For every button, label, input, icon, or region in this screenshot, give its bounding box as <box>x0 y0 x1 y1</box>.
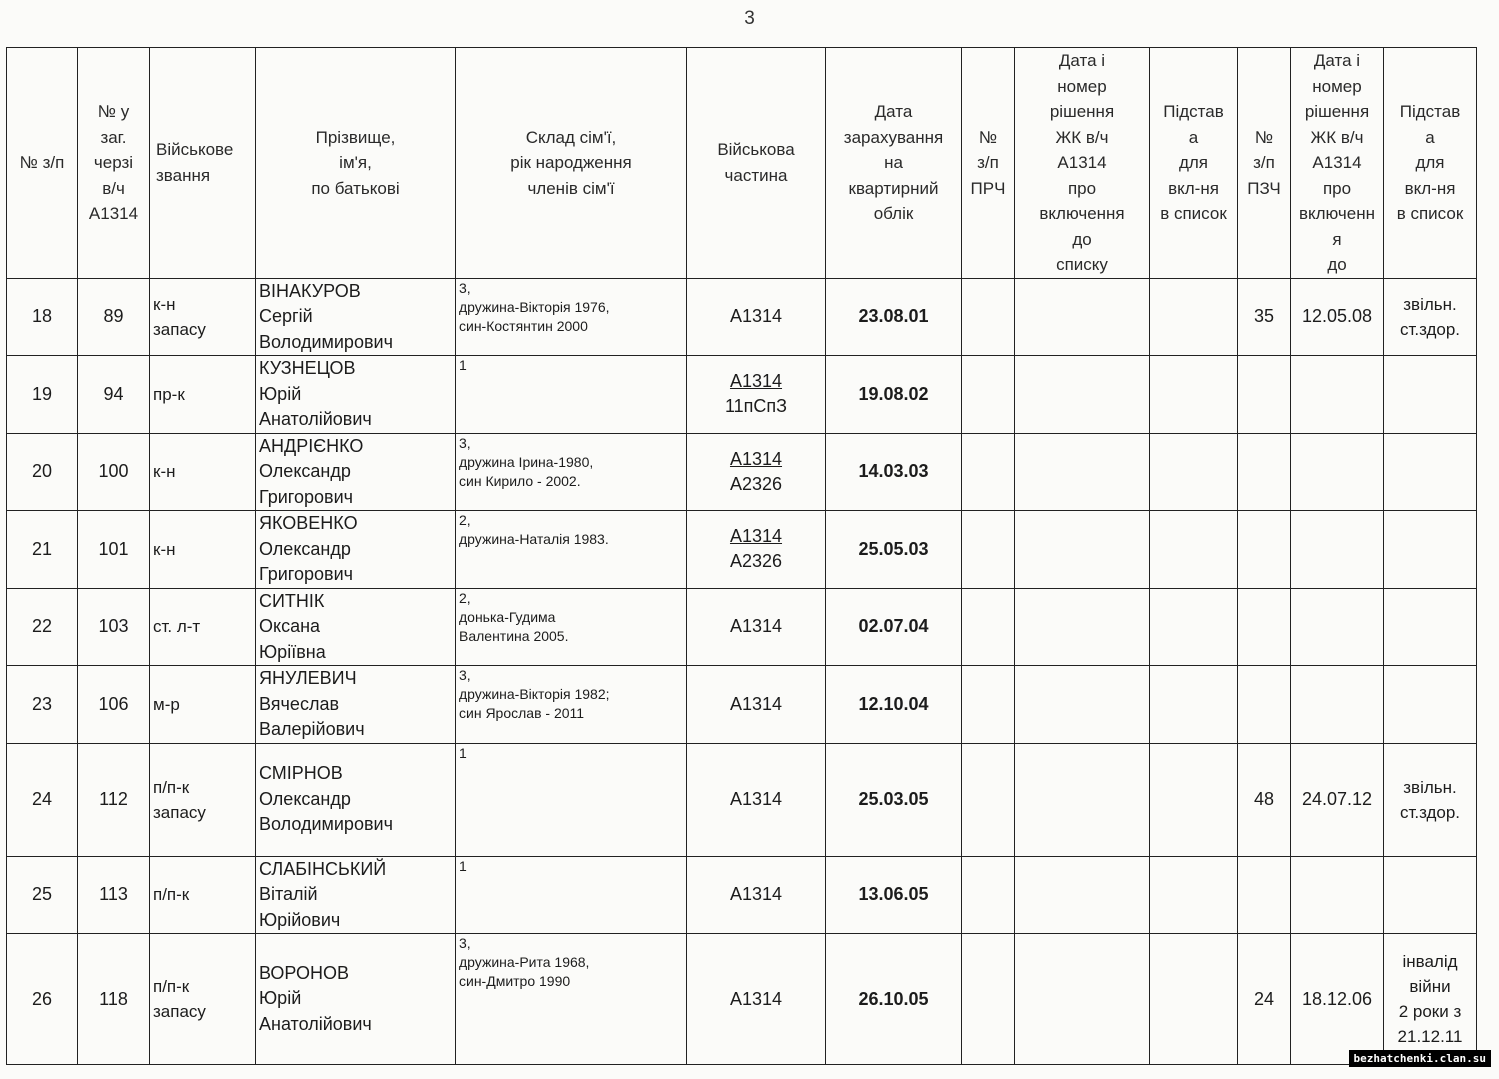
family-composition-line: 3, <box>459 667 471 683</box>
prch-decision <box>1015 511 1150 589</box>
full-name-line: Віталій <box>259 884 318 904</box>
table-row <box>7 666 1477 744</box>
header-line: А1314 <box>88 204 139 223</box>
header-line: Дата і <box>1313 51 1361 70</box>
housing-queue-table <box>6 47 1477 1065</box>
header-line: з/п <box>977 153 999 172</box>
full-name-line: АНДРІЄНКО <box>259 435 364 456</box>
full-name-line: ЯНУЛЕВИЧ <box>259 668 357 688</box>
registration-date: 25.03.05 <box>826 743 962 856</box>
full-name <box>256 278 456 356</box>
header-line: № у <box>97 102 130 121</box>
header-line: Дата і <box>1058 51 1106 70</box>
table-row <box>7 356 1477 434</box>
pzch-basis <box>1384 511 1477 589</box>
header-line: ЖК в/ч <box>1310 127 1364 147</box>
header-line: ПЗЧ <box>1247 178 1281 198</box>
military-unit <box>687 743 826 856</box>
family-composition <box>456 934 687 1065</box>
registration-date: 02.07.04 <box>826 588 962 666</box>
prch-basis <box>1150 666 1238 744</box>
header-line: рік народження <box>510 153 632 172</box>
full-name-line: Юрійович <box>259 909 341 930</box>
prch-basis <box>1150 433 1238 511</box>
pzch-number <box>1238 588 1291 666</box>
pzch-decision <box>1291 433 1384 511</box>
family-composition <box>456 356 687 434</box>
header-line: звання <box>156 165 211 185</box>
full-name-line: СИТНІК <box>259 590 325 611</box>
row-number: 18 <box>7 278 78 356</box>
table-row <box>7 743 1477 856</box>
military-rank-line: запасу <box>153 1002 206 1021</box>
header-line: заг. <box>100 127 127 147</box>
pzch-basis-line: 2 роки з <box>1398 1002 1462 1021</box>
family-composition-line: син-Дмитро 1990 <box>459 973 571 989</box>
military-rank-line: м-р <box>153 694 180 714</box>
header-line: облік <box>873 204 914 223</box>
pzch-number <box>1238 356 1291 434</box>
header-line: на <box>884 153 903 172</box>
family-composition-line: дружина-Вікторія 1982; <box>459 686 610 702</box>
full-name-line: СМІРНОВ <box>259 763 343 784</box>
full-name-line: Григорович <box>259 564 353 584</box>
prch-number <box>962 856 1015 934</box>
family-composition-line: 1 <box>459 357 467 373</box>
military-unit <box>687 356 826 434</box>
full-name-line: Анатолійович <box>259 409 372 429</box>
header-line: вкл-ня <box>1168 178 1219 198</box>
full-name <box>256 433 456 511</box>
pzch-basis-line: 21.12.11 <box>1397 1027 1463 1046</box>
full-name <box>256 511 456 589</box>
military-rank <box>150 934 256 1065</box>
table-row <box>7 433 1477 511</box>
family-composition-line: 1 <box>459 744 467 761</box>
col-pzch-number-header <box>1238 48 1291 279</box>
header-line: ПРЧ <box>970 178 1006 198</box>
queue-position: 103 <box>78 588 150 666</box>
family-composition-line: 2, <box>459 589 471 606</box>
header-line: включенн <box>1298 204 1376 223</box>
military-rank-line: п/п-к <box>153 885 190 905</box>
pzch-number <box>1238 511 1291 589</box>
table-row <box>7 511 1477 589</box>
header-line: до <box>1072 229 1092 249</box>
queue-position: 100 <box>78 433 150 511</box>
military-rank <box>150 278 256 356</box>
registration-date: 13.06.05 <box>826 856 962 934</box>
family-composition-line: дружина-Рита 1968, <box>459 954 590 970</box>
registration-date: 12.10.04 <box>826 666 962 744</box>
military-rank <box>150 511 256 589</box>
col-queue-position-header <box>78 48 150 279</box>
pzch-number <box>1238 433 1291 511</box>
prch-number <box>962 743 1015 856</box>
row-number: 20 <box>7 433 78 511</box>
prch-decision <box>1015 278 1150 356</box>
header-line: в список <box>1160 204 1227 223</box>
col-family-header <box>456 48 687 279</box>
header-line: Військове <box>156 140 234 160</box>
military-rank-line: пр-к <box>153 384 185 404</box>
military-unit <box>687 934 826 1065</box>
pzch-decision <box>1291 666 1384 744</box>
header-line: про <box>1322 178 1352 198</box>
full-name <box>256 356 456 434</box>
pzch-basis <box>1384 856 1477 934</box>
prch-basis <box>1150 278 1238 356</box>
family-composition-line: 1 <box>459 857 467 874</box>
military-unit-line: А1314 <box>729 371 783 392</box>
table-row <box>7 278 1477 356</box>
row-number: 23 <box>7 666 78 744</box>
row-number: 26 <box>7 934 78 1065</box>
military-rank-line: п/п-к <box>153 777 190 797</box>
header-line: а <box>1425 127 1435 147</box>
full-name-line: Юрій <box>259 988 302 1009</box>
pzch-basis-line: звільн. <box>1403 294 1457 314</box>
prch-number <box>962 278 1015 356</box>
header-line: з/п <box>1253 153 1275 172</box>
header-line: рішення <box>1304 102 1370 121</box>
full-name-line: Григорович <box>259 486 353 507</box>
pzch-basis <box>1384 278 1477 356</box>
military-unit-line: 11пСпЗ <box>724 396 788 417</box>
military-unit-line: А1314 <box>729 306 783 327</box>
col-prch-basis-header <box>1150 48 1238 279</box>
military-unit <box>687 511 826 589</box>
header-line: для <box>1415 153 1445 172</box>
header-line: включення <box>1039 204 1125 223</box>
header-line: А1314 <box>1312 153 1362 172</box>
military-unit <box>687 588 826 666</box>
header-line: рішення <box>1049 102 1115 121</box>
col-prch-number-header <box>962 48 1015 279</box>
watermark: bezhatchenki.clan.su <box>1349 1050 1491 1067</box>
page-number: 3 <box>744 8 755 29</box>
military-unit-line: А1314 <box>729 526 783 547</box>
military-rank <box>150 666 256 744</box>
header-line: ім'я, <box>339 153 372 172</box>
military-rank-line: запасу <box>153 802 206 822</box>
military-unit <box>687 856 826 934</box>
pzch-number <box>1238 666 1291 744</box>
family-composition-line: 3, <box>459 935 471 951</box>
col-registration-date-header <box>826 48 962 279</box>
military-rank <box>150 743 256 856</box>
col-number-header <box>7 48 78 279</box>
header-line: Склад сім'ї, <box>525 127 617 147</box>
prch-number <box>962 934 1015 1065</box>
pzch-basis <box>1384 433 1477 511</box>
registration-date: 14.03.03 <box>826 433 962 511</box>
family-composition-line: син Кирило - 2002. <box>459 472 581 489</box>
military-unit-line: А1314 <box>729 884 783 905</box>
header-line: по батькові <box>311 178 400 198</box>
full-name-line: Олександр <box>259 538 351 559</box>
full-name-line: Юрій <box>259 383 302 404</box>
pzch-basis-line: ст.здор. <box>1399 802 1461 822</box>
full-name-line: Олександр <box>259 461 351 481</box>
row-number: 19 <box>7 356 78 434</box>
pzch-basis <box>1384 934 1477 1065</box>
military-rank-line: к-н <box>153 462 176 482</box>
col-military-rank-header <box>150 48 256 279</box>
family-composition-line: дружина-Вікторія 1976, <box>459 298 610 315</box>
prch-decision <box>1015 856 1150 934</box>
header-line: Підстав <box>1399 102 1461 121</box>
family-composition-line: син-Костянтин 2000 <box>459 317 588 334</box>
queue-position: 112 <box>78 743 150 856</box>
prch-basis <box>1150 743 1238 856</box>
pzch-basis <box>1384 588 1477 666</box>
prch-basis <box>1150 511 1238 589</box>
family-composition-line: 3, <box>459 279 471 296</box>
queue-position: 101 <box>78 511 150 589</box>
prch-basis <box>1150 356 1238 434</box>
header-line: в/ч <box>102 178 125 198</box>
full-name <box>256 743 456 856</box>
family-composition <box>456 511 687 589</box>
registration-date: 26.10.05 <box>826 934 962 1065</box>
family-composition-line: донька-Гудима <box>459 608 556 625</box>
col-prch-decision-header <box>1015 48 1150 279</box>
header-line: Дата <box>874 102 913 121</box>
queue-position: 113 <box>78 856 150 934</box>
row-number: 21 <box>7 511 78 589</box>
full-name-line: Оксана <box>259 616 321 636</box>
military-rank-line: к-н <box>153 294 176 314</box>
row-number: 22 <box>7 588 78 666</box>
pzch-number: 48 <box>1238 743 1291 856</box>
prch-basis <box>1150 934 1238 1065</box>
pzch-decision: 24.07.12 <box>1291 743 1384 856</box>
col-full-name-header <box>256 48 456 279</box>
header-line: Військова <box>717 140 795 160</box>
pzch-decision <box>1291 356 1384 434</box>
family-composition-line: син Ярослав - 2011 <box>459 705 585 721</box>
header-line: зарахування <box>843 127 944 147</box>
full-name-line: ВОРОНОВ <box>259 962 350 983</box>
header-line: списку <box>1056 255 1108 274</box>
header-line: для <box>1178 153 1209 172</box>
full-name-line: Володимирович <box>259 331 393 352</box>
header-line: частина <box>724 165 788 185</box>
registration-date: 23.08.01 <box>826 278 962 356</box>
header-line: до <box>1327 255 1347 274</box>
prch-number <box>962 433 1015 511</box>
prch-decision <box>1015 433 1150 511</box>
military-rank-line: к-н <box>153 539 176 559</box>
family-composition <box>456 666 687 744</box>
full-name-line: Сергій <box>259 306 313 326</box>
prch-decision <box>1015 588 1150 666</box>
header-line: А1314 <box>1057 153 1107 172</box>
header-line: я <box>1332 229 1342 249</box>
header-line: а <box>1188 127 1199 147</box>
header-line: вкл-ня <box>1404 178 1456 198</box>
pzch-decision <box>1291 511 1384 589</box>
queue-position: 106 <box>78 666 150 744</box>
full-name-line: ВІНАКУРОВ <box>259 280 361 301</box>
header-line: Підстав <box>1163 102 1224 121</box>
military-unit-line: А1314 <box>729 789 783 809</box>
full-name <box>256 666 456 744</box>
pzch-decision: 12.05.08 <box>1291 278 1384 356</box>
military-rank <box>150 588 256 666</box>
registration-date: 25.05.03 <box>826 511 962 589</box>
pzch-basis-line: війни <box>1409 977 1451 996</box>
family-composition <box>456 856 687 934</box>
family-composition-line: дружина Ірина-1980, <box>459 453 594 470</box>
military-rank <box>150 856 256 934</box>
military-unit <box>687 666 826 744</box>
header-line: в список <box>1396 204 1464 223</box>
military-rank <box>150 356 256 434</box>
military-unit-line: А2326 <box>729 551 783 572</box>
col-military-unit-header <box>687 48 826 279</box>
table-row <box>7 934 1477 1065</box>
family-composition <box>456 743 687 856</box>
military-unit-line: А1314 <box>729 693 783 714</box>
family-composition-line: дружина-Наталія 1983. <box>459 531 609 547</box>
prch-decision <box>1015 934 1150 1065</box>
full-name <box>256 856 456 934</box>
pzch-decision <box>1291 856 1384 934</box>
pzch-basis <box>1384 356 1477 434</box>
full-name-line: ЯКОВЕНКО <box>259 513 358 533</box>
table-body <box>7 278 1477 1065</box>
header-line: квартирний <box>848 178 939 198</box>
full-name-line: Вячеслав <box>259 693 340 714</box>
family-composition-line: 3, <box>459 434 471 451</box>
full-name-line: Валерійович <box>259 719 365 739</box>
military-unit-line: А1314 <box>729 616 783 637</box>
full-name-line: СЛАБІНСЬКИЙ <box>259 858 387 879</box>
registration-date: 19.08.02 <box>826 356 962 434</box>
full-name <box>256 934 456 1065</box>
queue-position: 89 <box>78 278 150 356</box>
header-line: номер <box>1312 76 1362 96</box>
full-name-line: КУЗНЕЦОВ <box>259 358 356 378</box>
header-line: про <box>1067 178 1097 198</box>
prch-number <box>962 356 1015 434</box>
family-composition <box>456 588 687 666</box>
header-line: № з/п <box>19 153 65 172</box>
full-name <box>256 588 456 666</box>
header-row <box>7 48 1477 279</box>
header-line: № <box>1254 127 1274 147</box>
pzch-basis-line: ст.здор. <box>1399 319 1461 339</box>
military-rank <box>150 433 256 511</box>
prch-basis <box>1150 856 1238 934</box>
family-composition-line: 2, <box>459 512 471 528</box>
family-composition-line: Валентина 2005. <box>459 627 569 644</box>
full-name-line: Анатолійович <box>259 1013 372 1034</box>
header-line: черзі <box>93 153 134 172</box>
prch-number <box>962 511 1015 589</box>
full-name-line: Володимирович <box>259 814 393 835</box>
military-unit-line: А1314 <box>729 988 783 1009</box>
full-name-line: Олександр <box>259 788 351 809</box>
header-line: ЖК в/ч <box>1055 127 1109 147</box>
table-row <box>7 588 1477 666</box>
queue-position: 118 <box>78 934 150 1065</box>
prch-number <box>962 666 1015 744</box>
military-unit <box>687 278 826 356</box>
military-unit-line: А2326 <box>729 473 783 494</box>
col-pzch-basis-header <box>1384 48 1477 279</box>
full-name-line: Юріївна <box>259 641 326 662</box>
header-line: № <box>978 127 998 147</box>
pzch-basis <box>1384 743 1477 856</box>
family-composition <box>456 433 687 511</box>
header-line: Прізвище, <box>315 127 396 147</box>
header-line: номер <box>1057 76 1107 96</box>
family-composition <box>456 278 687 356</box>
col-pzch-decision-header <box>1291 48 1384 279</box>
pzch-number <box>1238 856 1291 934</box>
table-row <box>7 856 1477 934</box>
header-line: членів сім'ї <box>527 178 615 198</box>
prch-basis <box>1150 588 1238 666</box>
pzch-number: 24 <box>1238 934 1291 1065</box>
pzch-basis-line: звільн. <box>1403 777 1457 797</box>
row-number: 24 <box>7 743 78 856</box>
military-rank-line: запасу <box>153 319 206 339</box>
military-rank-line: ст. л-т <box>153 617 201 637</box>
pzch-basis <box>1384 666 1477 744</box>
prch-number <box>962 588 1015 666</box>
military-rank-line: п/п-к <box>153 977 190 996</box>
pzch-number: 35 <box>1238 278 1291 356</box>
queue-position: 94 <box>78 356 150 434</box>
pzch-decision: 18.12.06 <box>1291 934 1384 1065</box>
prch-decision <box>1015 743 1150 856</box>
military-unit <box>687 433 826 511</box>
prch-decision <box>1015 356 1150 434</box>
military-unit-line: А1314 <box>729 448 783 469</box>
row-number: 25 <box>7 856 78 934</box>
pzch-decision <box>1291 588 1384 666</box>
pzch-basis-line: інвалід <box>1402 952 1458 971</box>
prch-decision <box>1015 666 1150 744</box>
